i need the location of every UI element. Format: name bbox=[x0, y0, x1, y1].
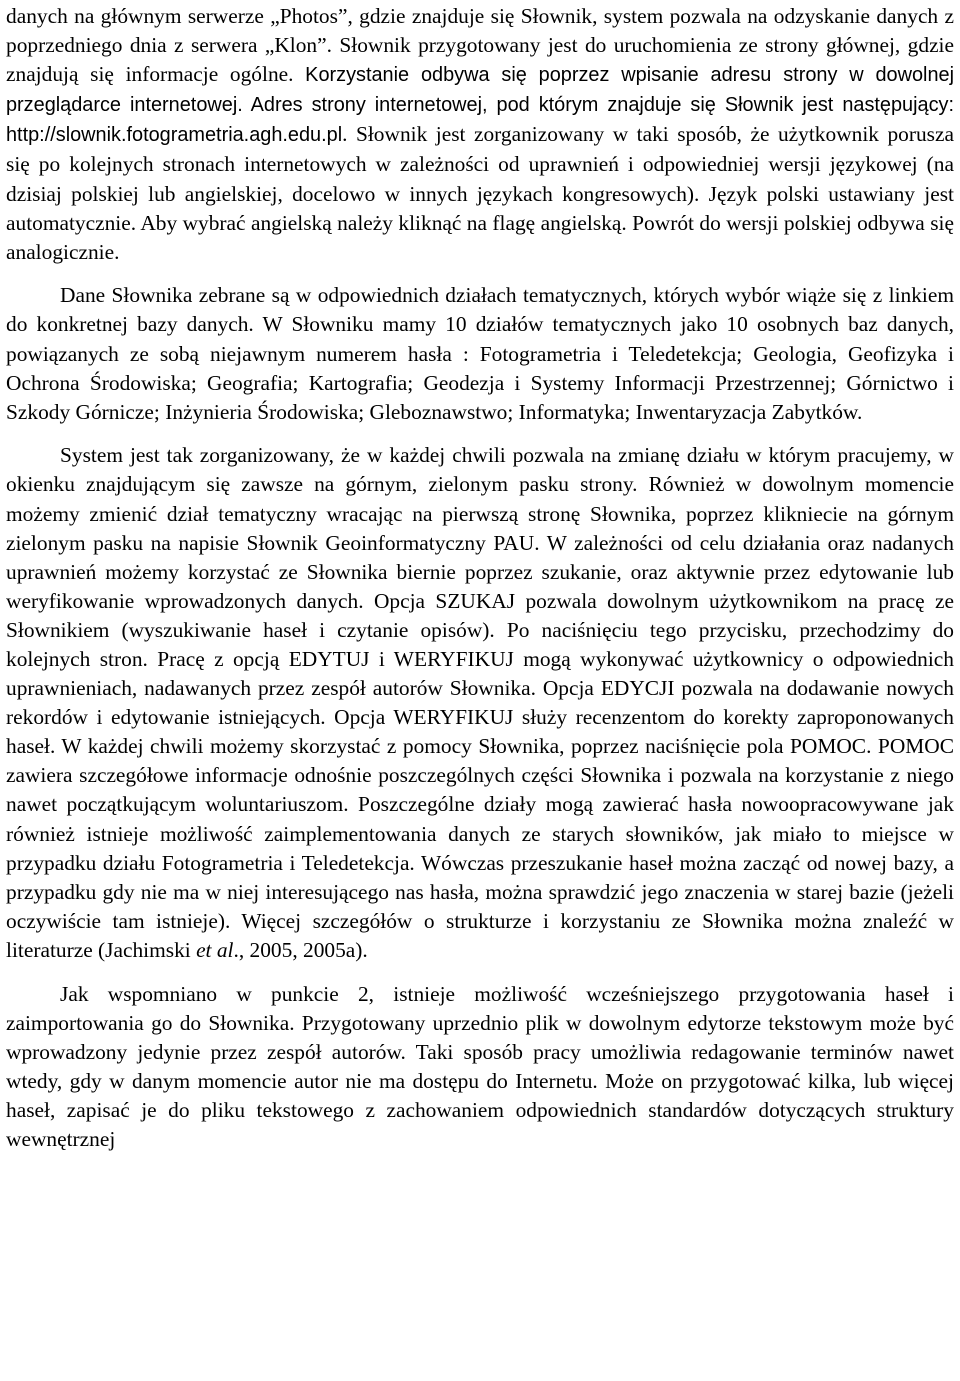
document-page bbox=[6, 2, 954, 1169]
paragraph-3-text-a: System jest tak zorganizowany, że w każdej chwili pozwala na zmianę działu w którym pracujemy, w okienku znajdującym się zawsze na górnym, zielonym pasku strony. Również w dowolnym momencie możemy zmienić dział tematyczny wracając na pierwszą stronę Słownika, poprzez klikniecie na górnym zielonym pasku na napisie Słownik Geoinformatyczny PAU. W zależności od celu działania oraz nadanych uprawnień możemy korzystać ze Słownika biernie poprzez szukanie, oraz aktywnie przez edytowanie lub weryfikowanie wprowadzonych danych. Opcja SZUKAJ pozwala dowolnym użytkownikom na pracę ze Słownikiem (wyszukiwanie haseł i czytanie opisów). Po naciśnięciu tego przycisku, przechodzimy do kolejnych stron. Pracę z opcją EDYTUJ i WERYFIKUJ mogą wykonywać użytkownicy o odpowiednich uprawnieniach, nadawanych przez zespół autorów Słownika. Opcja EDYCJI pozwala na dodawanie nowych rekordów i edytowanie istniejących. Opcja WERYFIKUJ służy recenzentom do korekty zaproponowanych haseł. W każdej chwili możemy skorzystać z pomocy Słownika, poprzez naciśnięcie pola POMOC. POMOC zawiera szczegółowe informacje odnośnie poszczególnych części Słownika i pozwala na korzystanie z niego nawet początkującym woluntariuszom. Poszczególne działy mogą zawierać hasła nowoopracowywane jak również istnieje możliwość zaimplementowania danych ze starych słowników, jak miało to miejsce w przypadku działu Fotogrametria i Teledetekcja. Wówczas przeszukanie haseł można zacząć od nowej bazy, a przypadku gdy nie ma w niej interesującego nas hasła, można sprawdzić jego znaczenia w starej bazie (jeżeli oczywiście tam istnieje). Więcej szczegółów o strukturze i korzystaniu ze Słownika można znaleźć w literaturze (Jachimski bbox=[6, 443, 954, 962]
paragraph-4 bbox=[6, 980, 954, 1155]
paragraph-2-text: Dane Słownika zebrane są w odpowiednich działach tematycznych, których wybór wiąże się z linkiem do konkretnej bazy danych. W Słowniku mamy 10 działów tematycznych jako 10 osobnych baz danych, powiązanych ze sobą niejawnym numerem hasła : Fotogrametria i Teledetekcja; Geologia, Geofizyka i Ochrona Środowiska; Geografia; Kartografia; Geodezja i Systemy Informacji Przestrzennej; Górnictwo i Szkody Górnicze; Inżynieria Środowiska; Gleboznawstwo; Informatyka; Inwentaryzacja Zabytków. bbox=[6, 283, 954, 424]
paragraph-1-text-a: danych na głównym serwerze „Photos”, gdzie znajduje się Słownik, system pozwala na odzyskanie danych z poprzedniego dnia z serwera „Klon”. Słownik przygotowany jest do uruchomienia ze strony głównej, gdzie znajdują się informacje ogólne. bbox=[6, 4, 954, 87]
dictionary-url[interactable]: http://slownik.fotogrametria.agh.edu.pl bbox=[6, 124, 343, 147]
paragraph-1-text-c: . Słownik jest zorganizowany w taki sposób, że użytkownik porusza się po kolejnych stronach internetowych w zależności od uprawnień i odpowiedniej wersji językowej (na dzisiaj polskiej lub angielskiej, docelowo w innych językach kongresowych). Język polski ustawiany jest automatycznie. Aby wybrać angielską należy kliknąć na flagę angielską. Powrót do wersji polskiej odbywa się analogicznie. bbox=[6, 122, 954, 264]
paragraph-4-text: Jak wspomniano w punkcie 2, istnieje możliwość wcześniejszego przygotowania haseł i zaimportowania go do Słownika. Przygotowany uprzednio plik w dowolnym edytorze tekstowym może być wprowadzony jedynie przez zespół autorów. Taki sposób pracy umożliwia redagowanie terminów nawet wtedy, gdy w danym momencie autor nie ma dostępu do Internetu. Może on przygotować kilka, lub więcej haseł, zapisać je do pliku tekstowego z zachowaniem odpowiednich standardów dotyczących struktury wewnętrznej bbox=[6, 981, 954, 1151]
et-al-citation: et al bbox=[196, 937, 234, 962]
paragraph-1-text-b: Korzystanie odbywa się poprzez wpisanie adresu strony w dowolnej przeglądarce internetowej. Adres strony internetowej, pod którym znajduje się Słownik jest następujący: bbox=[6, 64, 954, 117]
paragraph-1 bbox=[6, 2, 954, 267]
paragraph-3-text-b: ., 2005, 2005a). bbox=[233, 937, 368, 962]
paragraph-2 bbox=[6, 281, 954, 426]
paragraph-3 bbox=[6, 441, 954, 965]
